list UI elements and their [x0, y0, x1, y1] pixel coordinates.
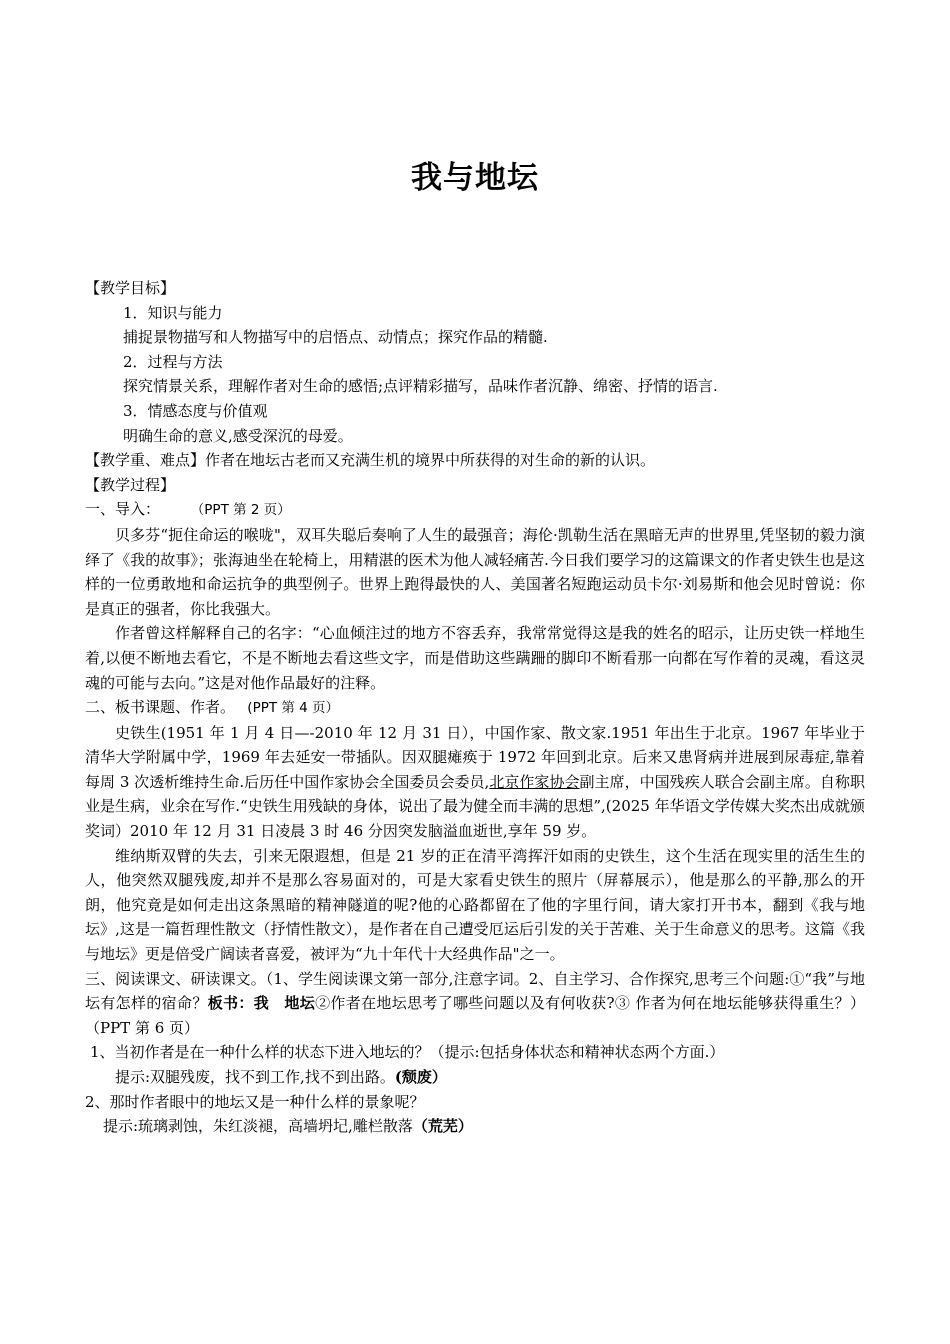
goal1-heading: 1．知识与能力 — [123, 303, 223, 322]
goals-heading: 【教学目标】 — [85, 279, 176, 297]
section2-ppt-ref: (PPT 第 4 页） — [247, 700, 340, 717]
focus-label: 【教学重、难点】 — [85, 451, 206, 470]
author-bio-text-cont: 副主席，中国残疾人联合会副主席。自称职业是生病，业余在写作.“史铁生用残缺的身体，说出了最为健全而丰满的思想”,(2025 年华语文学传媒大奖杰出成就颁奖词）2010 年 12 月 31 日凌晨 3 时 46 分因突发脑溢血逝世,享年 59 岁。 — [85, 772, 865, 841]
goal2-text: 探究情景关系，理解作者对生命的感悟;点评精彩描写，品味作者沉静、绵密、抒情的语言. — [123, 377, 718, 396]
section1-paragraph-1: 贝多芬“扼住命运的喉咙"，双耳失聪后奏响了人生的最强音；海伦·凯勒生活在黑暗无声的世界里,凭坚韧的毅力演绎了《我的故事》；张海迪坐在轮椅上，用精湛的医术为他人减轻痛苦.今日我们要学习的这篇课文的作者史铁生也是这样的一位勇敢地和命运抗争的典型例子。世界上跑得最快的人、美国著名短跑运动员卡尔·刘易斯和他会见时曾说：你是真正的强者，你比我强大。 — [85, 525, 865, 618]
section1-paragraph-2: 作者曾这样解释自己的名字：“心血倾注过的地方不容丢弃，我常常觉得这是我的姓名的昭示，让历史铁一样地生着,以便不断地去看它，不是不断地去看这些文字，而是借助这些蹒跚的脚印不断看那一向都在写作着的灵魂，看这灵魂的可能与去向。”这是对他作品最好的注释。 — [85, 624, 865, 692]
focus-paragraph — [85, 448, 865, 473]
section3-paragraph — [85, 967, 865, 1041]
section3-text: 三、阅读课文、研读课文。（1、学生阅读课文第一部分,注意字词。2、自主学习、合作探究,思考三个问题:①“我”与地坛有怎样的宿命？ — [85, 969, 865, 1013]
author-bio-text: 史铁生(1951 年 1 月 4 日—-2010 年 12 月 31 日），中国作家、散文家.1951 年出生于北京。1967 年毕业于清华大学附属中学，1969 年去延安一带插队。因双腿瘫痪于 1972 年回到北京。后来又患肾病并进展到尿毒症,靠着每周 3 次透析维持生命.后历任中国作家协会全国委员会委员, — [85, 723, 865, 791]
section2-paragraph-1 — [85, 721, 865, 844]
question-1-hint — [85, 1065, 865, 1090]
focus-text: 作者在地坛古老而又充满生机的境界中所获得的对生命的新的认识。 — [205, 451, 656, 470]
section2-paragraph-2: 维纳斯双臂的失去，引来无限遐想，但是 21 岁的正在清平湾挥汗如雨的史铁生，这个生活在现实里的活生生的人，他突然双腿残废,却并不是那么容易面对的，可是大家看史铁生的照片（屏幕展示），他是那么的平静,那么的开朗，他究竟是如何走出这条黑暗的精神隧道的呢?他的心路都留在了他的字里行间，请大家打开书本，翻到《我与地坛》,这是一篇哲理性散文（抒情性散文），是作者在自己遭受厄运后引发的关于苦难、关于生命意义的思考。这篇《我与地坛》更是倍受广阔读者喜爱，被评为“九十年代十大经典作品"之一。 — [85, 846, 865, 964]
page-title: 我与地坛 — [411, 160, 539, 196]
section3-text-cont: ②作者在地坛思考了哪些问题以及有何收获?③ 作者为何在地坛能够获得重生？）（PPT 第 6 页） — [85, 994, 865, 1037]
question-1: 1、当初作者是在一种什么样的状态下进入地坛的？（提示:包括身体状态和精神状态两个方面.） — [90, 1043, 725, 1062]
goal2-heading: 2．过程与方法 — [123, 352, 223, 371]
goal3-heading: 3．情感态度与价值观 — [123, 401, 268, 420]
question-2: 2、那时作者眼中的地坛又是一种什么样的景象呢？ — [85, 1092, 425, 1111]
goal3-text: 明确生命的意义,感受深沉的母爱。 — [123, 426, 353, 445]
section2-heading — [85, 695, 865, 721]
section3-board-note: 板书：我 地坛 — [207, 994, 316, 1013]
question-2-hint-keyword: （荒芜） — [412, 1117, 473, 1136]
question-1-hint-text: 提示:双腿残废，找不到工作,找不到出路。 — [115, 1068, 395, 1086]
section1-heading — [85, 497, 865, 523]
section1-title: 一、导入： — [85, 500, 153, 519]
goal1-text: 捕捉景物描写和人物描写中的启悟点、动情点；探究作品的精髓. — [123, 328, 548, 347]
document-body — [85, 276, 865, 1139]
question-2-hint-text: 提示:琉璃剥蚀，朱红淡褪，高墙坍圮,雕栏散落 — [103, 1117, 413, 1136]
section2-title: 二、板书课题、作者。 — [85, 698, 228, 717]
process-heading: 【教学过程】 — [85, 475, 176, 494]
beijing-writers-association-link[interactable]: 北京作家协会 — [489, 772, 580, 791]
question-1-hint-keyword: (颓废） — [394, 1068, 447, 1086]
question-2-hint — [85, 1114, 865, 1139]
section1-ppt-ref: （PPT 第 2 页） — [197, 502, 291, 519]
